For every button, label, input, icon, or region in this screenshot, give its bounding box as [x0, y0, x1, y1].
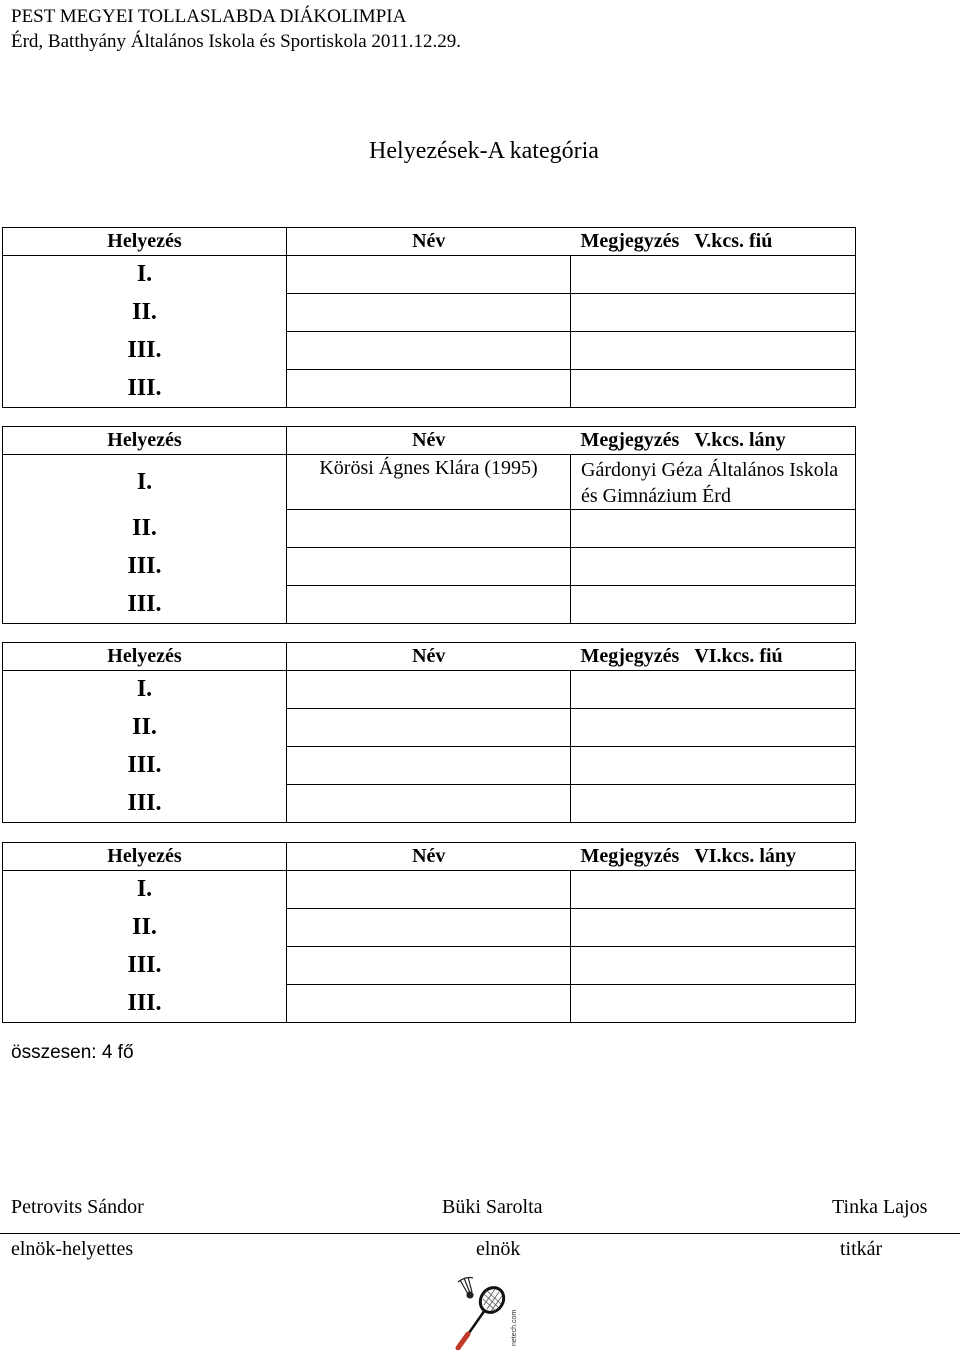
badminton-racket-shuttlecock-icon — [446, 1274, 526, 1350]
signature-name-1: Petrovits Sándor — [11, 1196, 144, 1218]
table-row — [3, 370, 856, 408]
note-cell — [571, 985, 856, 1023]
rank-cell: I. — [3, 671, 287, 709]
results-table-3 — [2, 642, 856, 823]
column-header-name: Név — [287, 228, 571, 256]
name-cell — [287, 256, 571, 294]
table-row — [3, 548, 856, 586]
rank-cell: III. — [3, 548, 287, 586]
rank-cell: III. — [3, 586, 287, 624]
name-cell — [287, 985, 571, 1023]
note-cell — [571, 909, 856, 947]
results-table-4 — [2, 842, 856, 1023]
note-cell — [571, 548, 856, 586]
table-header-row — [3, 427, 856, 455]
note-cell — [571, 947, 856, 985]
table-row — [3, 747, 856, 785]
name-cell — [287, 871, 571, 909]
note-cell: Gárdonyi Géza Általános Iskola és Gimnázium Érd — [571, 455, 856, 510]
category-label: V.kcs. lány — [694, 429, 786, 451]
page-title: Helyezések-A kategória — [369, 138, 599, 164]
rank-cell: II. — [3, 709, 287, 747]
name-cell — [287, 785, 571, 823]
name-cell: Körösi Ágnes Klára (1995) — [287, 455, 571, 510]
category-label: VI.kcs. lány — [694, 845, 797, 867]
name-cell — [287, 747, 571, 785]
rank-cell: III. — [3, 370, 287, 408]
name-cell — [287, 671, 571, 709]
table-row — [3, 909, 856, 947]
column-header-place: Helyezés — [107, 230, 182, 252]
header-line-1: PEST MEGYEI TOLLASLABDA DIÁKOLIMPIA — [11, 6, 407, 27]
table-row — [3, 709, 856, 747]
table-row — [3, 256, 856, 294]
column-header-place: Helyezés — [107, 845, 182, 867]
name-cell — [287, 586, 571, 624]
name-cell — [287, 332, 571, 370]
rank-cell: III. — [3, 747, 287, 785]
table-row — [3, 947, 856, 985]
rank-cell: II. — [3, 294, 287, 332]
table-row — [3, 586, 856, 624]
column-header-name: Név — [287, 643, 571, 671]
table-row — [3, 294, 856, 332]
rank-cell: III. — [3, 985, 287, 1023]
table-header-row — [3, 843, 856, 871]
note-cell — [571, 586, 856, 624]
table-header-row — [3, 228, 856, 256]
table-row — [3, 671, 856, 709]
note-cell — [571, 709, 856, 747]
rank-cell: III. — [3, 785, 287, 823]
note-cell — [571, 747, 856, 785]
signature-role-2: elnök — [476, 1238, 521, 1260]
signature-role-3: titkár — [840, 1238, 883, 1260]
results-table-2 — [2, 426, 856, 624]
table-row — [3, 510, 856, 548]
rank-cell: III. — [3, 332, 287, 370]
rank-cell: II. — [3, 510, 287, 548]
results-table-1 — [2, 227, 856, 408]
name-cell — [287, 294, 571, 332]
column-header-note: Megjegyzés VI.kcs. lány — [580, 845, 797, 867]
name-cell — [287, 510, 571, 548]
column-header-place: Helyezés — [107, 429, 182, 451]
category-label: VI.kcs. fiú — [694, 645, 783, 667]
svg-text:netech.com: netech.com — [511, 1309, 518, 1346]
column-header-note: Megjegyzés V.kcs. fiú — [580, 230, 773, 252]
rank-cell: II. — [3, 909, 287, 947]
signature-role-1: elnök-helyettes — [11, 1238, 134, 1260]
rank-cell: III. — [3, 947, 287, 985]
column-header-note: Megjegyzés V.kcs. lány — [580, 429, 786, 451]
table-header-row — [3, 643, 856, 671]
column-header-name: Név — [287, 843, 571, 871]
name-cell — [287, 548, 571, 586]
column-header-name: Név — [287, 427, 571, 455]
column-header-note: Megjegyzés VI.kcs. fiú — [580, 645, 783, 667]
category-label: V.kcs. fiú — [694, 230, 773, 252]
table-row — [3, 332, 856, 370]
note-cell — [571, 256, 856, 294]
note-cell — [571, 332, 856, 370]
signature-name-2: Büki Sarolta — [442, 1196, 543, 1218]
table-row — [3, 985, 856, 1023]
table-row — [3, 785, 856, 823]
logo-text — [511, 1310, 518, 1346]
note-cell — [571, 294, 856, 332]
column-header-place: Helyezés — [107, 645, 182, 667]
total-count: összesen: 4 fő — [11, 1042, 134, 1063]
note-cell — [571, 871, 856, 909]
note-cell — [571, 510, 856, 548]
header-line-2: Érd, Batthyány Általános Iskola és Sportiskola 2011.12.29. — [11, 31, 461, 52]
signature-name-3: Tinka Lajos — [832, 1196, 928, 1218]
rank-cell: I. — [3, 871, 287, 909]
note-cell — [571, 671, 856, 709]
table-row — [3, 871, 856, 909]
name-cell — [287, 909, 571, 947]
rank-cell: I. — [3, 256, 287, 294]
rank-cell: I. — [3, 455, 287, 510]
signature-divider — [0, 1233, 960, 1234]
name-cell — [287, 947, 571, 985]
note-cell — [571, 370, 856, 408]
document-header — [11, 4, 461, 54]
table-row — [3, 455, 856, 510]
name-cell — [287, 370, 571, 408]
name-cell — [287, 709, 571, 747]
note-cell — [571, 785, 856, 823]
